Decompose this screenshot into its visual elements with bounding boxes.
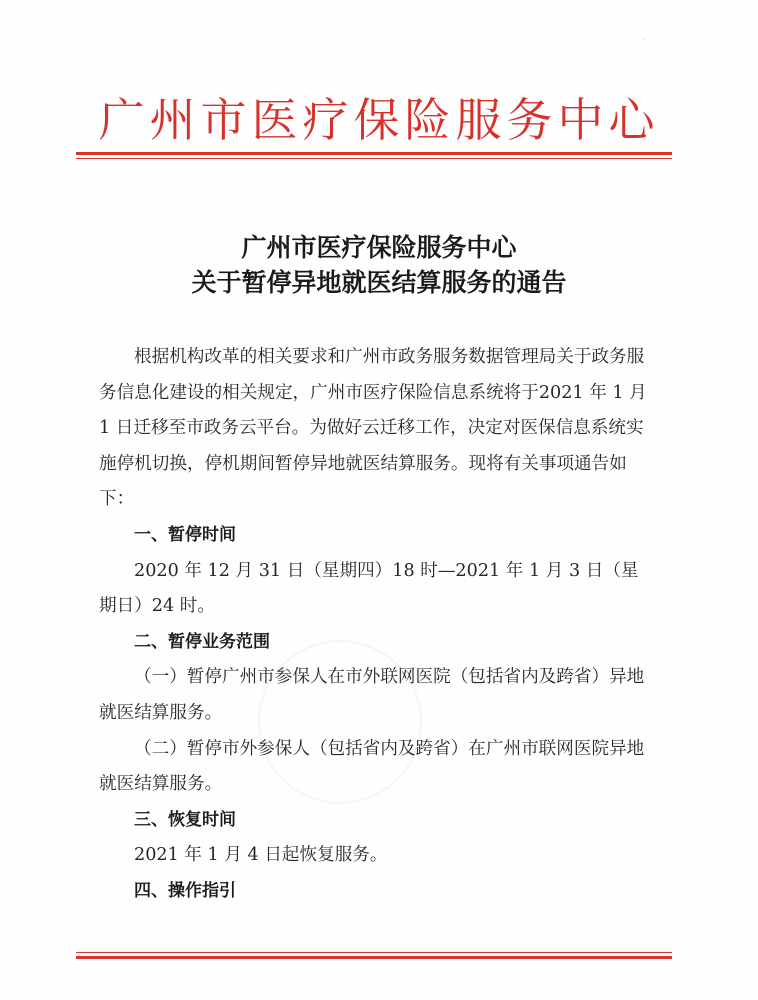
letterhead-divider-thin (76, 158, 672, 159)
notice-body (99, 340, 651, 910)
scope-item-1: （一）暂停广州市参保人在市外联网医院（包括省内及跨省）异地就医结算服务。 (99, 667, 645, 723)
scope-item-2: （二）暂停市外参保人（包括省内及跨省）在广州市联网医院异地就医结算服务。 (99, 738, 645, 795)
scan-speck-icon: · (643, 36, 646, 46)
section-heading-scope: 二、暂停业务范围 (134, 631, 270, 652)
suspension-time-text: 2020 年 12 月 31 日（星期四）18 时—2021 年 1 月 3 日（星期日）24 时。 (99, 560, 639, 617)
section-heading-suspension-time: 一、暂停时间 (134, 524, 236, 545)
section-heading-guide: 四、操作指引 (134, 880, 236, 901)
resume-time-text: 2021 年 1 月 4 日起恢复服务。 (134, 845, 388, 866)
intro-paragraph: 根据机构改革的相关要求和广州市政务服务数据管理局关于政务服务信息化建设的相关规定，广州市医疗保险信息系统将于2021 年 1 月 1 日迁移至市政务云平台。为做好云迁移工作，决定对医保信息系统实施停机切换，停机期间暂停异地就医结算服务。现将有关事项通告如下： (99, 347, 647, 510)
notice-title-line1: 广州市医疗保险服务中心 (241, 233, 517, 262)
notice-title (0, 230, 758, 300)
footer-divider-thin (76, 952, 672, 953)
notice-title-line2: 关于暂停异地就医结算服务的通告 (191, 268, 567, 297)
letterhead-divider-thick (76, 152, 672, 155)
letterhead-org-name: 广州市医疗保险服务中心 (98, 93, 660, 147)
footer-divider-thick (76, 956, 672, 959)
section-heading-resume-time: 三、恢复时间 (134, 809, 236, 830)
